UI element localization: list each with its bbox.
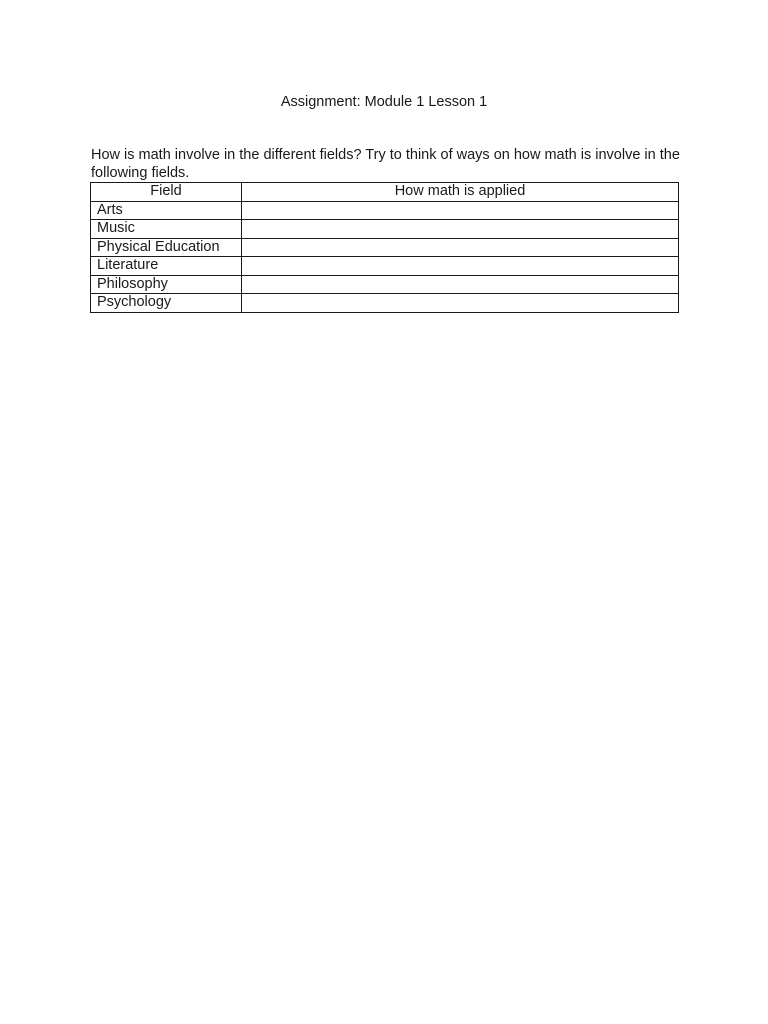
applied-cell[interactable] [242,294,679,313]
instructions-text: How is math involve in the different fields? Try to think of ways on how math is involve in the following fields. [91,147,680,181]
table-row [91,220,679,239]
applied-cell[interactable] [242,220,679,239]
field-cell: Music [91,220,242,239]
field-table [90,182,679,313]
applied-cell[interactable] [242,238,679,257]
header-field: Field [91,183,242,202]
field-cell: Physical Education [91,238,242,257]
applied-cell[interactable] [242,275,679,294]
table-row [91,257,679,276]
table-row [91,201,679,220]
table-row [91,294,679,313]
table-row [91,238,679,257]
field-cell: Arts [91,201,242,220]
field-cell: Psychology [91,294,242,313]
page-title: Assignment: Module 1 Lesson 1 [280,94,488,110]
field-cell: Literature [91,257,242,276]
table-row [91,275,679,294]
header-how-math-is-applied: How math is applied [242,183,679,202]
table-header-row [91,183,679,202]
applied-cell[interactable] [242,257,679,276]
applied-cell[interactable] [242,201,679,220]
field-cell: Philosophy [91,275,242,294]
